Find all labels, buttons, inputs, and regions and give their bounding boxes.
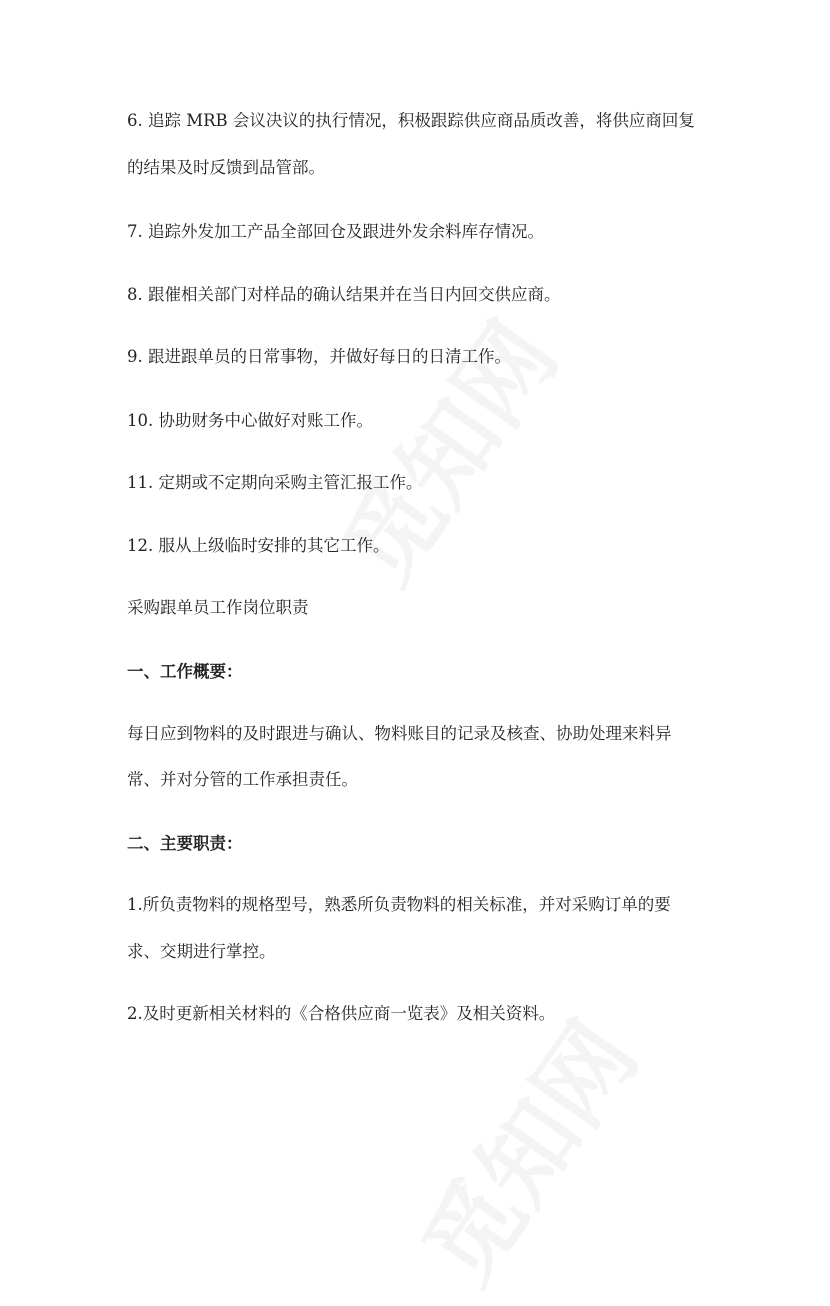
text-line-item-8: 8. 跟催相关部门对样品的确认结果并在当日内回交供应商。	[127, 285, 561, 304]
watermark-text-bottom	[402, 1003, 659, 1303]
text-line-item-10: 10. 协助财务中心做好对账工作。	[127, 411, 373, 430]
text-line-item-6: 6. 追踪 MRB 会议决议的执行情况，积极跟踪供应商品质改善，将供应商回复	[127, 111, 695, 130]
text-line-item-6-cont: 的结果及时反馈到品管部。	[127, 158, 325, 177]
text-line-overview: 每日应到物料的及时跟进与确认、物料账目的记录及核查、协助处理来料异	[127, 724, 672, 743]
text-line-duty-1: 1.所负责物料的规格型号，熟悉所负责物料的相关标准，并对采购订单的要	[127, 895, 671, 914]
text-line-duty-2: 2.及时更新相关材料的《合格供应商一览表》及相关资料。	[127, 1004, 556, 1023]
text-line-item-7: 7. 追踪外发加工产品全部回仓及跟进外发余料库存情况。	[127, 222, 544, 241]
heading-duties: 二、主要职责：	[127, 834, 243, 853]
text-line-item-11: 11. 定期或不定期向采购主管汇报工作。	[127, 473, 423, 492]
watermark-bottom	[385, 991, 662, 1305]
text-line-duty-1-cont: 求、交期进行掌控。	[127, 942, 276, 961]
text-line-item-9: 9. 跟进跟单员的日常事物，并做好每日的日清工作。	[127, 347, 511, 366]
text-line-overview-cont: 常、并对分管的工作承担责任。	[127, 770, 358, 789]
section-title: 采购跟单员工作岗位职责	[127, 598, 309, 617]
text-line-item-12: 12. 服从上级临时安排的其它工作。	[127, 536, 390, 555]
heading-overview: 一、工作概要：	[127, 662, 243, 681]
watermark	[305, 291, 582, 605]
